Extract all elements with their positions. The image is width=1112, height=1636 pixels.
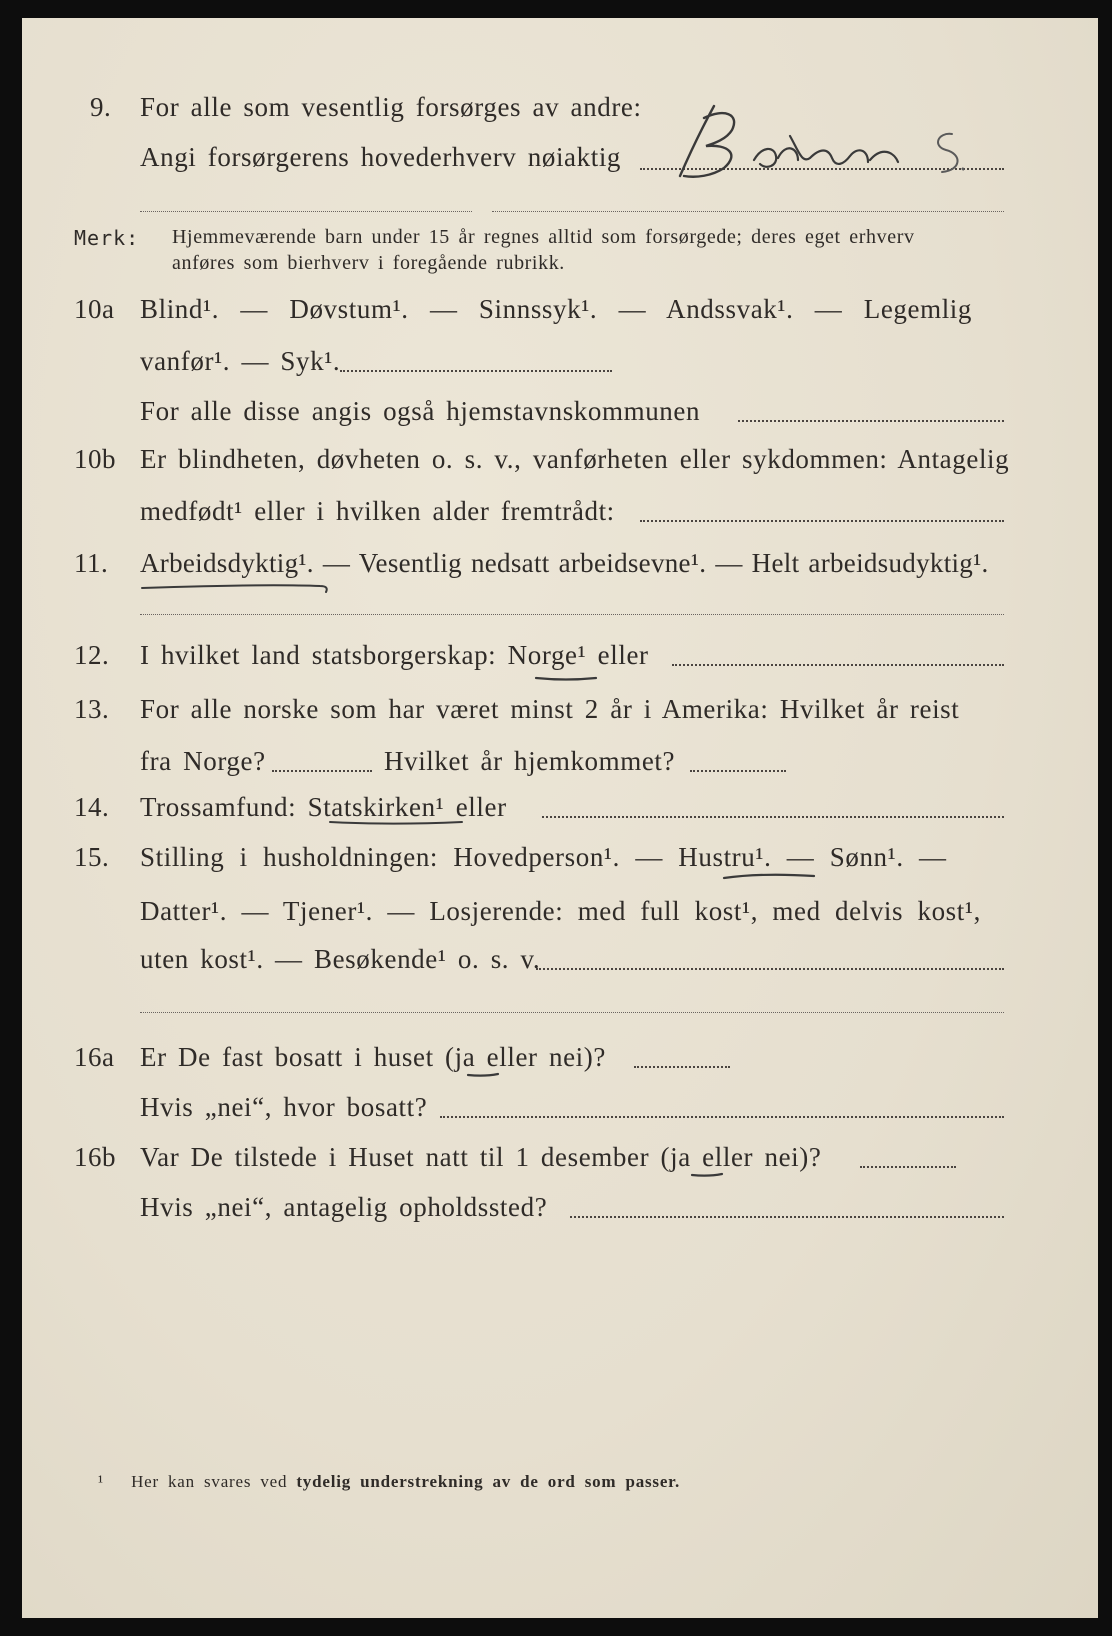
q15-separator-rule [140,1012,1004,1013]
q10a-line1: Blind¹. — Døvstum¹. — Sinnssyk¹. — Andssvak¹. — Legemlig [140,294,973,324]
item-number-9: 9. [90,92,112,122]
q10b-line1: Er blindheten, døvheten o. s. v., vanførheten eller sykdommen: Antagelig [140,444,1010,474]
q15-line3: uten kost¹. — Besøkende¹ o. s. v. [140,944,541,974]
q14-underline-statskirken [328,818,468,828]
footnote-mark: ¹ [98,1472,104,1491]
footnote-text-tail: av de ord som passer. [492,1472,681,1491]
q16b-line1: Var De tilstede i Huset natt til 1 desember (ja eller nei)? [140,1142,822,1172]
q10b-line2: medfødt¹ eller i hvilken alder fremtrådt: [140,496,615,526]
separator-rule-left [140,211,472,212]
q12-answer-line [672,664,1004,666]
q11-underline-arbeidsdyktig [140,580,330,594]
q16b-underline-ja [690,1170,726,1180]
q14-line1: Trossamfund: Statskirken¹ eller [140,792,507,822]
item-number-10a: 10a [74,294,115,324]
footnote-text-plain: Her kan svares ved [131,1472,288,1491]
q16b-line2: Hvis „nei“, antagelig opholdssted? [140,1192,548,1222]
item-number-16a: 16a [74,1042,115,1072]
q10a-hjemstavn-line [738,420,1004,422]
q15-line1: Stilling i husholdningen: Hovedperson¹. — Hustru¹. — Sønn¹. — [140,842,947,872]
q15-line2: Datter¹. — Tjener¹. — Losjerende: med full kost¹, med delvis kost¹, [140,896,981,926]
item-number-14: 14. [74,792,110,822]
q9-line1: For alle som vesentlig forsørges av andre: [140,92,642,122]
q10b-answer-line [640,520,1004,522]
q15-answer-line [536,968,1004,970]
item-number-16b: 16b [74,1142,116,1172]
q11-separator-rule [140,614,1004,615]
footnote [98,1472,680,1492]
footnote-text-bold: tydelig understrekning [296,1472,484,1491]
merk-label: Merk: [74,226,140,250]
q16a-line2: Hvis „nei“, hvor bosatt? [140,1092,428,1122]
merk-line1: Hjemmeværende barn under 15 år regnes alltid som forsørgede; deres eget erhverv [172,226,915,248]
q16a-line1: Er De fast bosatt i huset (ja eller nei)? [140,1042,606,1072]
q13-line1: For alle norske som har været minst 2 år i Amerika: Hvilket år reist [140,694,960,724]
q12-underline-norge [532,672,602,684]
item-number-13: 13. [74,694,110,724]
q9-handwritten-answer[interactable] [662,98,1002,188]
q10a-line3: For alle disse angis også hjemstavnskommunen [140,396,701,426]
item-number-12: 12. [74,640,110,670]
q13-line2a: fra Norge? [140,746,266,776]
q15-underline-hustru [722,870,818,882]
q16b-opholdssted-line [570,1216,1004,1218]
q16b-answer-line [860,1166,956,1168]
q13-hjemkommet-line [690,770,786,772]
q13-reist-line [272,770,372,772]
q9-line2: Angi forsørgerens hovederhverv nøiaktig [140,142,622,172]
q13-line2b: Hvilket år hjemkommet? [384,746,676,776]
item-number-11: 11. [74,548,109,578]
item-number-15: 15. [74,842,110,872]
item-number-10b: 10b [74,444,116,474]
separator-rule-right [492,211,1004,212]
merk-line2: anføres som bierhverv i foregående rubrikk. [172,252,565,274]
q16a-underline-ja [466,1070,502,1080]
census-form-page [22,18,1098,1618]
q10a-line2: vanfør¹. — Syk¹. [140,346,341,376]
q11-line1: Arbeidsdyktig¹. — Vesentlig nedsatt arbeidsevne¹. — Helt arbeidsudyktig¹. [140,548,989,578]
q16a-answer-line [634,1066,730,1068]
q10a-syk-line [340,370,612,372]
q14-answer-line [542,816,1004,818]
q16a-bosatt-line [440,1116,1004,1118]
q12-line1: I hvilket land statsborgerskap: Norge¹ eller [140,640,649,670]
